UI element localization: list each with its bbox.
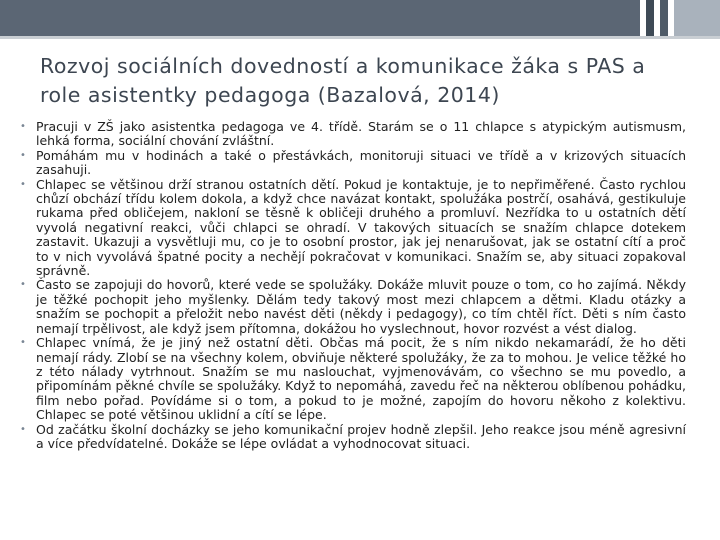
bullet-item: [20, 278, 686, 336]
header-decoration-stripe: [646, 0, 654, 36]
bullet-icon: •: [20, 121, 26, 132]
header-decoration-stripe: [660, 0, 668, 36]
bullet-item: [20, 336, 686, 422]
bullet-text: Chlapec vnímá, že je jiný než ostatní děti. Občas má pocit, že s ním nikdo nekamarádí, že ho děti nemají rády. Zlobí se na všechny kolem, obviňuje některé spolužáky, že za to mohou. Je velice těžké ho z této nálady vytrhnout. Snažím se mu naslouchat, vyjmenovávám, co všechno se mu povedlo, a připomínám pěkné chvíle se spolužáky. Když to nepomáhá, zavedu řeč na některou oblíbenou pohádku, film nebo pořad. Povídáme si o tom, a pokud to je možné, zapojím do hovoru někoho z kolektivu. Chlapec se poté většinou uklidní a cítí se lépe.: [36, 335, 686, 423]
bullet-list: [20, 120, 686, 451]
header-decoration-bar: [0, 0, 640, 36]
bullet-item: [20, 149, 686, 178]
bullet-icon: •: [20, 423, 26, 435]
bullet-item: [20, 423, 686, 452]
bullet-text: Chlapec se většinou drží stranou ostatních dětí. Pokud je kontaktuje, je to nepřiměřené. Často rychlou chůzí obchází třídu kolem dokola, a když chce navázat kontakt, spolužáka postrčí, osahává, gestikuluje rukama před obličejem, nakloní se těsně k obličeji druhého a promluví. Nezřídka to u ostatních dětí vyvolá negativní reakci, vůči chlapci se ohradí. V takových situacích se snažím chlapce dotekem zastavit. Ukazuji a vysvětluji mu, co je to osobní prostor, jak jej nenarušovat, jak se ostatní cítí a proč to v nich vyvolává špatné pocity a nechějí pokračovat v komunikaci. Snažím se, aby situaci zopakoval správně.: [36, 176, 686, 279]
bullet-icon: •: [20, 279, 26, 291]
bullet-text: Pomáhám mu v hodinách a také o přestávkách, monitoruji situaci ve třídě a v krizových situacích zasahuji.: [36, 147, 686, 178]
bullet-text: Často se zapojuji do hovorů, které vede se spolužáky. Dokáže mluvit pouze o tom, co ho zajímá. Někdy je těžké pochopit jeho myšlenky. Dělám tedy takový most mezi chlapcem a dětmi. Kladu otázky a snažím se pochopit a přeložit nebo navést děti (někdy i pedagogy), co tím chtěl říct. Děti s ním často nemají trpělivost, ale když jsem přítomna, dokážou ho vyslechnout, hovor rozvést a vést dialog.: [36, 277, 686, 336]
slide-title: Rozvoj sociálních dovedností a komunikace žáka s PAS a role asistentky pedagoga (Bazalová, 2014): [40, 54, 646, 107]
bullet-item: [20, 178, 686, 279]
bullet-text: Od začátku školní docházky se jeho komunikační projev hodně zlepšil. Jeho reakce jsou méně agresivní a více předvídatelné. Dokáže se lépe ovládat a vyhodnocovat situaci.: [36, 421, 686, 451]
bullet-text: Pracuji v ZŠ jako asistentka pedagoga ve 4. třídě. Starám se o 11 chlapce s atypickým autismusm, lehká forma, sociální chování zvláštní.: [36, 119, 686, 149]
bullet-icon: •: [20, 178, 26, 190]
header-divider: [0, 36, 720, 39]
bullet-item: [20, 120, 686, 149]
bullet-icon: •: [20, 337, 26, 349]
bullet-icon: •: [20, 149, 26, 161]
header-decoration-accent: [674, 0, 720, 36]
